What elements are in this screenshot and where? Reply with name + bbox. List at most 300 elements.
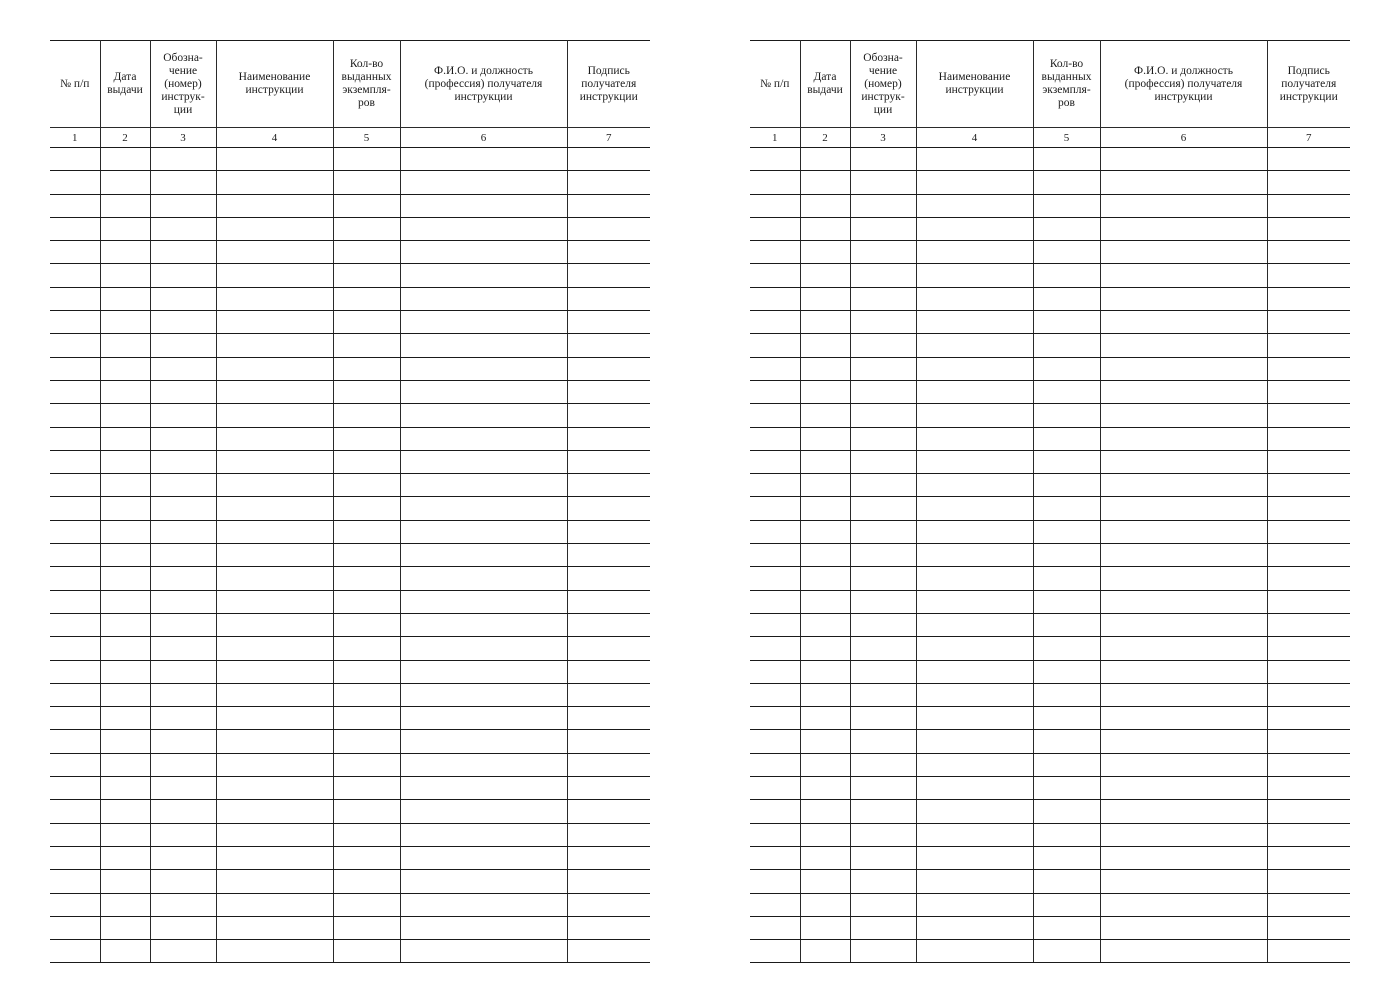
column-number: 5 <box>333 128 400 148</box>
blank-cell <box>850 567 916 590</box>
blank-cell <box>216 800 333 823</box>
blank-cell <box>333 404 400 427</box>
blank-cell <box>100 707 150 730</box>
blank-row <box>50 427 650 450</box>
blank-row <box>750 311 1350 334</box>
blank-cell <box>750 846 800 869</box>
blank-row <box>750 800 1350 823</box>
blank-row <box>50 893 650 916</box>
blank-cell <box>567 404 650 427</box>
blank-row <box>750 730 1350 753</box>
blank-cell <box>750 940 800 963</box>
blank-cell <box>916 474 1033 497</box>
blank-cell <box>567 357 650 380</box>
blank-cell <box>1100 287 1267 310</box>
blank-cell <box>333 334 400 357</box>
blank-row <box>750 404 1350 427</box>
blank-cell <box>1267 148 1350 171</box>
blank-cell <box>567 264 650 287</box>
blank-cell <box>400 753 567 776</box>
left-page <box>50 40 650 963</box>
blank-row <box>750 264 1350 287</box>
blank-cell <box>916 870 1033 893</box>
blank-cell <box>750 334 800 357</box>
blank-cell <box>1267 380 1350 403</box>
blank-cell <box>1267 311 1350 334</box>
blank-cell <box>50 311 100 334</box>
column-number: 4 <box>916 128 1033 148</box>
blank-cell <box>100 613 150 636</box>
blank-cell <box>50 660 100 683</box>
blank-cell <box>1100 940 1267 963</box>
blank-cell <box>150 520 216 543</box>
blank-cell <box>1100 450 1267 473</box>
blank-cell <box>333 823 400 846</box>
blank-cell <box>400 194 567 217</box>
blank-cell <box>50 800 100 823</box>
blank-cell <box>1033 940 1100 963</box>
blank-row <box>50 264 650 287</box>
blank-cell <box>400 404 567 427</box>
blank-cell <box>916 893 1033 916</box>
blank-row <box>50 357 650 380</box>
blank-cell <box>100 893 150 916</box>
blank-cell <box>850 264 916 287</box>
blank-cell <box>100 287 150 310</box>
blank-cell <box>216 241 333 264</box>
blank-cell <box>1267 800 1350 823</box>
blank-cell <box>333 940 400 963</box>
blank-cell <box>400 334 567 357</box>
blank-row <box>50 753 650 776</box>
blank-cell <box>1100 217 1267 240</box>
blank-cell <box>567 800 650 823</box>
blank-cell <box>1267 753 1350 776</box>
blank-cell <box>1100 427 1267 450</box>
blank-row <box>750 753 1350 776</box>
blank-cell <box>567 497 650 520</box>
blank-cell <box>50 241 100 264</box>
blank-row <box>750 520 1350 543</box>
blank-cell <box>850 427 916 450</box>
blank-cell <box>50 567 100 590</box>
blank-cell <box>400 870 567 893</box>
blank-cell <box>1100 148 1267 171</box>
blank-cell <box>400 357 567 380</box>
blank-cell <box>567 544 650 567</box>
blank-cell <box>216 148 333 171</box>
blank-cell <box>150 660 216 683</box>
blank-cell <box>916 241 1033 264</box>
blank-cell <box>50 893 100 916</box>
blank-cell <box>567 777 650 800</box>
blank-cell <box>1267 567 1350 590</box>
blank-cell <box>850 707 916 730</box>
blank-cell <box>150 916 216 939</box>
blank-cell <box>50 940 100 963</box>
blank-cell <box>850 241 916 264</box>
blank-cell <box>333 194 400 217</box>
blank-cell <box>100 427 150 450</box>
blank-cell <box>1033 707 1100 730</box>
blank-cell <box>1033 870 1100 893</box>
column-number: 1 <box>50 128 100 148</box>
blank-cell <box>850 777 916 800</box>
blank-row <box>50 241 650 264</box>
column-number: 3 <box>150 128 216 148</box>
blank-cell <box>1033 730 1100 753</box>
blank-row <box>750 707 1350 730</box>
blank-cell <box>216 916 333 939</box>
blank-cell <box>333 148 400 171</box>
blank-cell <box>750 380 800 403</box>
blank-cell <box>567 148 650 171</box>
blank-cell <box>50 148 100 171</box>
blank-cell <box>1033 380 1100 403</box>
blank-cell <box>916 311 1033 334</box>
blank-cell <box>916 613 1033 636</box>
blank-cell <box>1267 730 1350 753</box>
blank-cell <box>150 287 216 310</box>
blank-cell <box>916 357 1033 380</box>
blank-cell <box>150 730 216 753</box>
blank-cell <box>216 637 333 660</box>
blank-row <box>50 194 650 217</box>
blank-cell <box>150 800 216 823</box>
blank-cell <box>1267 916 1350 939</box>
blank-cell <box>750 450 800 473</box>
blank-cell <box>50 777 100 800</box>
blank-cell <box>100 660 150 683</box>
blank-cell <box>567 241 650 264</box>
column-number: 3 <box>850 128 916 148</box>
blank-cell <box>216 683 333 706</box>
column-number-row <box>50 128 650 148</box>
blank-cell <box>150 613 216 636</box>
blank-cell <box>1267 707 1350 730</box>
blank-cell <box>1267 171 1350 194</box>
blank-row <box>50 707 650 730</box>
blank-cell <box>50 544 100 567</box>
blank-cell <box>567 683 650 706</box>
blank-cell <box>916 194 1033 217</box>
blank-cell <box>1033 823 1100 846</box>
blank-cell <box>216 940 333 963</box>
blank-cell <box>1100 846 1267 869</box>
blank-cell <box>1033 171 1100 194</box>
blank-row <box>50 730 650 753</box>
blank-row <box>50 940 650 963</box>
blank-cell <box>1267 357 1350 380</box>
blank-cell <box>1033 427 1100 450</box>
blank-cell <box>1033 357 1100 380</box>
blank-cell <box>916 334 1033 357</box>
blank-cell <box>567 823 650 846</box>
blank-cell <box>800 311 850 334</box>
blank-cell <box>916 148 1033 171</box>
blank-cell <box>216 334 333 357</box>
blank-cell <box>1267 683 1350 706</box>
blank-cell <box>1267 823 1350 846</box>
blank-cell <box>100 940 150 963</box>
blank-cell <box>216 870 333 893</box>
blank-cell <box>750 264 800 287</box>
blank-cell <box>400 940 567 963</box>
blank-cell <box>50 590 100 613</box>
header-row <box>50 41 650 128</box>
blank-cell <box>800 241 850 264</box>
blank-cell <box>150 357 216 380</box>
blank-cell <box>567 730 650 753</box>
blank-cell <box>850 520 916 543</box>
blank-cell <box>850 753 916 776</box>
blank-cell <box>50 497 100 520</box>
blank-row <box>750 427 1350 450</box>
blank-cell <box>916 730 1033 753</box>
blank-row <box>50 380 650 403</box>
blank-cell <box>400 707 567 730</box>
blank-cell <box>150 544 216 567</box>
blank-cell <box>750 660 800 683</box>
column-number: 6 <box>400 128 567 148</box>
blank-cell <box>850 404 916 427</box>
blank-cell <box>850 613 916 636</box>
blank-cell <box>150 893 216 916</box>
blank-cell <box>800 777 850 800</box>
blank-cell <box>1100 893 1267 916</box>
blank-row <box>750 450 1350 473</box>
blank-cell <box>216 893 333 916</box>
blank-cell <box>216 171 333 194</box>
blank-cell <box>50 683 100 706</box>
blank-cell <box>916 171 1033 194</box>
blank-cell <box>916 683 1033 706</box>
blank-row <box>750 357 1350 380</box>
blank-cell <box>567 707 650 730</box>
blank-cell <box>916 800 1033 823</box>
blank-cell <box>150 637 216 660</box>
blank-cell <box>1267 404 1350 427</box>
blank-cell <box>100 241 150 264</box>
blank-cell <box>400 846 567 869</box>
blank-cell <box>750 567 800 590</box>
blank-row <box>750 916 1350 939</box>
blank-cell <box>50 217 100 240</box>
blank-cell <box>750 544 800 567</box>
blank-cell <box>1100 497 1267 520</box>
blank-row <box>750 567 1350 590</box>
blank-cell <box>1100 870 1267 893</box>
blank-cell <box>150 194 216 217</box>
blank-cell <box>333 497 400 520</box>
blank-cell <box>400 916 567 939</box>
blank-row <box>750 590 1350 613</box>
blank-cell <box>400 171 567 194</box>
blank-cell <box>150 683 216 706</box>
blank-cell <box>916 940 1033 963</box>
blank-cell <box>333 520 400 543</box>
blank-cell <box>750 637 800 660</box>
blank-cell <box>850 497 916 520</box>
instruction-issue-log-table-right <box>750 40 1350 963</box>
blank-cell <box>850 870 916 893</box>
blank-row <box>750 241 1350 264</box>
column-number: 4 <box>216 128 333 148</box>
column-number: 2 <box>100 128 150 148</box>
blank-cell <box>916 544 1033 567</box>
blank-cell <box>100 334 150 357</box>
blank-cell <box>50 753 100 776</box>
column-number-row <box>750 128 1350 148</box>
blank-row <box>750 287 1350 310</box>
blank-row <box>50 474 650 497</box>
blank-cell <box>567 940 650 963</box>
blank-cell <box>400 567 567 590</box>
blank-rows <box>50 148 650 963</box>
blank-cell <box>150 404 216 427</box>
blank-cell <box>150 217 216 240</box>
blank-cell <box>100 311 150 334</box>
blank-cell <box>850 846 916 869</box>
blank-cell <box>1100 753 1267 776</box>
blank-cell <box>216 707 333 730</box>
blank-cell <box>216 427 333 450</box>
blank-row <box>750 613 1350 636</box>
blank-cell <box>1033 916 1100 939</box>
blank-cell <box>800 846 850 869</box>
header-instruction-number: Обозна- чение (номер) инструк- ции <box>850 41 916 128</box>
blank-cell <box>400 590 567 613</box>
blank-cell <box>850 590 916 613</box>
blank-cell <box>1033 404 1100 427</box>
blank-cell <box>1100 311 1267 334</box>
header-row <box>750 41 1350 128</box>
blank-row <box>750 217 1350 240</box>
blank-cell <box>100 148 150 171</box>
blank-cell <box>1267 217 1350 240</box>
blank-cell <box>400 497 567 520</box>
blank-cell <box>50 380 100 403</box>
blank-cell <box>1100 194 1267 217</box>
blank-cell <box>916 753 1033 776</box>
blank-cell <box>216 497 333 520</box>
blank-cell <box>400 730 567 753</box>
blank-cell <box>1100 823 1267 846</box>
blank-cell <box>1033 287 1100 310</box>
blank-cell <box>1033 544 1100 567</box>
blank-cell <box>100 916 150 939</box>
column-number: 5 <box>1033 128 1100 148</box>
blank-cell <box>800 450 850 473</box>
blank-cell <box>100 171 150 194</box>
blank-cell <box>333 683 400 706</box>
blank-row <box>50 823 650 846</box>
blank-row <box>750 870 1350 893</box>
blank-cell <box>150 450 216 473</box>
blank-cell <box>333 637 400 660</box>
blank-cell <box>567 916 650 939</box>
blank-cell <box>1100 334 1267 357</box>
blank-cell <box>1267 870 1350 893</box>
blank-cell <box>800 544 850 567</box>
blank-cell <box>216 194 333 217</box>
blank-row <box>50 683 650 706</box>
blank-cell <box>1033 637 1100 660</box>
blank-cell <box>150 497 216 520</box>
blank-row <box>50 660 650 683</box>
blank-cell <box>916 217 1033 240</box>
blank-cell <box>567 474 650 497</box>
blank-cell <box>100 497 150 520</box>
blank-cell <box>1100 637 1267 660</box>
blank-cell <box>50 730 100 753</box>
blank-cell <box>50 823 100 846</box>
blank-cell <box>216 846 333 869</box>
blank-cell <box>216 777 333 800</box>
blank-cell <box>916 380 1033 403</box>
blank-cell <box>400 380 567 403</box>
blank-cell <box>400 660 567 683</box>
blank-cell <box>400 800 567 823</box>
blank-cell <box>850 194 916 217</box>
blank-cell <box>150 171 216 194</box>
blank-cell <box>750 520 800 543</box>
blank-cell <box>850 893 916 916</box>
blank-cell <box>150 241 216 264</box>
blank-cell <box>916 823 1033 846</box>
blank-cell <box>1033 846 1100 869</box>
blank-cell <box>750 287 800 310</box>
blank-cell <box>100 567 150 590</box>
blank-cell <box>567 287 650 310</box>
blank-cell <box>567 893 650 916</box>
blank-cell <box>800 590 850 613</box>
blank-row <box>50 777 650 800</box>
blank-cell <box>1033 497 1100 520</box>
blank-cell <box>567 613 650 636</box>
blank-cell <box>150 846 216 869</box>
blank-row <box>50 637 650 660</box>
blank-cell <box>800 940 850 963</box>
blank-cell <box>1100 916 1267 939</box>
blank-row <box>50 567 650 590</box>
blank-cell <box>1267 194 1350 217</box>
blank-cell <box>333 800 400 823</box>
blank-cell <box>850 637 916 660</box>
blank-row <box>750 683 1350 706</box>
blank-cell <box>216 567 333 590</box>
blank-cell <box>916 637 1033 660</box>
blank-cell <box>800 264 850 287</box>
column-number: 2 <box>800 128 850 148</box>
blank-cell <box>1033 753 1100 776</box>
blank-cell <box>916 707 1033 730</box>
blank-cell <box>150 707 216 730</box>
blank-cell <box>333 474 400 497</box>
blank-cell <box>333 380 400 403</box>
blank-cell <box>150 474 216 497</box>
blank-cell <box>216 217 333 240</box>
blank-cell <box>100 217 150 240</box>
blank-cell <box>100 194 150 217</box>
header-issue-date: Дата выдачи <box>800 41 850 128</box>
blank-cell <box>1267 520 1350 543</box>
blank-cell <box>1267 497 1350 520</box>
header-copies-count: Кол-во выданных экземпля- ров <box>1033 41 1100 128</box>
blank-cell <box>333 287 400 310</box>
blank-row <box>50 613 650 636</box>
blank-cell <box>800 287 850 310</box>
